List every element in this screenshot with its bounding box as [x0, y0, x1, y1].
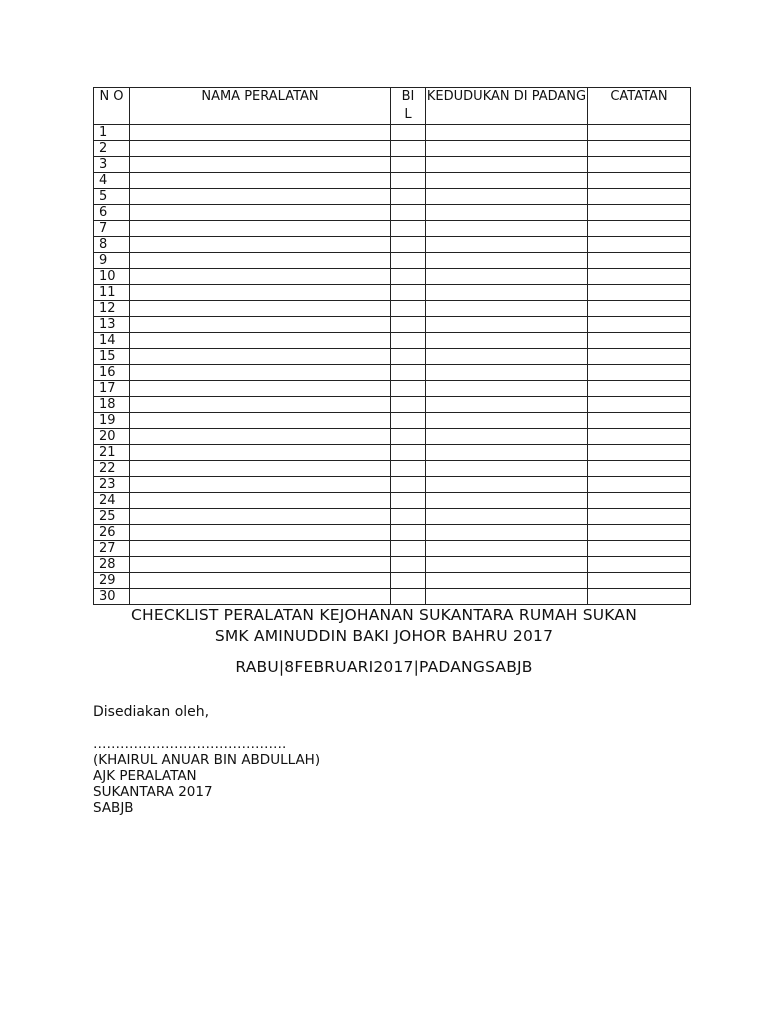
nama-peralatan-cell	[130, 573, 391, 589]
nama-peralatan-cell	[130, 445, 391, 461]
row-number-cell: 16	[94, 365, 130, 381]
table-row	[94, 349, 691, 365]
table-row	[94, 525, 691, 541]
nama-peralatan-cell	[130, 301, 391, 317]
catatan-cell	[588, 157, 691, 173]
bil-cell	[391, 589, 426, 605]
nama-peralatan-cell	[130, 125, 391, 141]
catatan-cell	[588, 445, 691, 461]
signatory-school: SABJB	[93, 800, 134, 816]
signatory-name: (KHAIRUL ANUAR BIN ABDULLAH)	[93, 752, 321, 768]
kedudukan-cell	[426, 173, 588, 189]
table-row	[94, 493, 691, 509]
nama-peralatan-cell	[130, 349, 391, 365]
signature-line: …………………………………….	[93, 736, 287, 752]
row-number-cell: 28	[94, 557, 130, 573]
nama-peralatan-cell	[130, 333, 391, 349]
row-number-cell: 3	[94, 157, 130, 173]
kedudukan-cell	[426, 317, 588, 333]
row-number-cell: 21	[94, 445, 130, 461]
kedudukan-cell	[426, 493, 588, 509]
nama-peralatan-cell	[130, 541, 391, 557]
header-catatan: CATATAN	[588, 88, 691, 125]
nama-peralatan-cell	[130, 509, 391, 525]
kedudukan-cell	[426, 557, 588, 573]
kedudukan-cell	[426, 461, 588, 477]
kedudukan-cell	[426, 237, 588, 253]
kedudukan-cell	[426, 269, 588, 285]
nama-peralatan-cell	[130, 365, 391, 381]
bil-cell	[391, 317, 426, 333]
kedudukan-cell	[426, 333, 588, 349]
bil-cell	[391, 285, 426, 301]
table-row	[94, 125, 691, 141]
row-number-cell: 6	[94, 205, 130, 221]
catatan-cell	[588, 237, 691, 253]
row-number-cell: 13	[94, 317, 130, 333]
catatan-cell	[588, 253, 691, 269]
bil-cell	[391, 413, 426, 429]
bil-cell	[391, 365, 426, 381]
bil-cell	[391, 573, 426, 589]
catatan-cell	[588, 509, 691, 525]
row-number-cell: 26	[94, 525, 130, 541]
bil-cell	[391, 269, 426, 285]
catatan-cell	[588, 189, 691, 205]
row-number-cell: 4	[94, 173, 130, 189]
row-number-cell: 15	[94, 349, 130, 365]
table-row	[94, 157, 691, 173]
catatan-cell	[588, 397, 691, 413]
table-row	[94, 397, 691, 413]
row-number-cell: 23	[94, 477, 130, 493]
bil-cell	[391, 301, 426, 317]
table-header-row	[94, 88, 691, 125]
bil-cell	[391, 477, 426, 493]
nama-peralatan-cell	[130, 397, 391, 413]
bil-cell	[391, 397, 426, 413]
row-number-cell: 9	[94, 253, 130, 269]
kedudukan-cell	[426, 477, 588, 493]
table-row	[94, 365, 691, 381]
catatan-cell	[588, 461, 691, 477]
table-row	[94, 429, 691, 445]
kedudukan-cell	[426, 301, 588, 317]
row-number-cell: 10	[94, 269, 130, 285]
kedudukan-cell	[426, 381, 588, 397]
signatory-event: SUKANTARA 2017	[93, 784, 213, 800]
table-row	[94, 221, 691, 237]
catatan-cell	[588, 365, 691, 381]
header-bil: BI L	[391, 88, 426, 125]
table-row	[94, 301, 691, 317]
kedudukan-cell	[426, 525, 588, 541]
row-number-cell: 14	[94, 333, 130, 349]
row-number-cell: 8	[94, 237, 130, 253]
table-row	[94, 381, 691, 397]
row-number-cell: 30	[94, 589, 130, 605]
nama-peralatan-cell	[130, 189, 391, 205]
bil-cell	[391, 333, 426, 349]
row-number-cell: 19	[94, 413, 130, 429]
bil-cell	[391, 493, 426, 509]
header-no: N O	[94, 88, 130, 125]
bil-cell	[391, 237, 426, 253]
document-date-venue: RABU|8FEBRUARI2017|PADANGSABJB	[235, 658, 533, 676]
nama-peralatan-cell	[130, 429, 391, 445]
table-row	[94, 141, 691, 157]
bil-cell	[391, 557, 426, 573]
row-number-cell: 27	[94, 541, 130, 557]
bil-cell	[391, 429, 426, 445]
row-number-cell: 18	[94, 397, 130, 413]
catatan-cell	[588, 525, 691, 541]
catatan-cell	[588, 493, 691, 509]
row-number-cell: 20	[94, 429, 130, 445]
catatan-cell	[588, 589, 691, 605]
catatan-cell	[588, 381, 691, 397]
catatan-cell	[588, 205, 691, 221]
catatan-cell	[588, 477, 691, 493]
row-number-cell: 2	[94, 141, 130, 157]
row-number-cell: 24	[94, 493, 130, 509]
nama-peralatan-cell	[130, 285, 391, 301]
row-number-cell: 1	[94, 125, 130, 141]
kedudukan-cell	[426, 285, 588, 301]
nama-peralatan-cell	[130, 205, 391, 221]
table-row	[94, 269, 691, 285]
table-body	[94, 125, 691, 605]
catatan-cell	[588, 221, 691, 237]
bil-cell	[391, 141, 426, 157]
table-row	[94, 285, 691, 301]
bil-cell	[391, 253, 426, 269]
bil-cell	[391, 541, 426, 557]
catatan-cell	[588, 573, 691, 589]
kedudukan-cell	[426, 541, 588, 557]
nama-peralatan-cell	[130, 381, 391, 397]
bil-cell	[391, 221, 426, 237]
kedudukan-cell	[426, 589, 588, 605]
nama-peralatan-cell	[130, 253, 391, 269]
catatan-cell	[588, 301, 691, 317]
bil-cell	[391, 461, 426, 477]
bil-cell	[391, 509, 426, 525]
row-number-cell: 17	[94, 381, 130, 397]
catatan-cell	[588, 141, 691, 157]
kedudukan-cell	[426, 205, 588, 221]
table-row	[94, 557, 691, 573]
catatan-cell	[588, 285, 691, 301]
prepared-by-label: Disediakan oleh,	[93, 704, 210, 720]
table-row	[94, 445, 691, 461]
document-title-line-1: CHECKLIST PERALATAN KEJOHANAN SUKANTARA RUMAH SUKAN	[130, 606, 638, 624]
table-row	[94, 237, 691, 253]
table-row	[94, 573, 691, 589]
table-row	[94, 413, 691, 429]
row-number-cell: 11	[94, 285, 130, 301]
kedudukan-cell	[426, 509, 588, 525]
catatan-cell	[588, 349, 691, 365]
nama-peralatan-cell	[130, 413, 391, 429]
table-row	[94, 317, 691, 333]
nama-peralatan-cell	[130, 141, 391, 157]
table-row	[94, 173, 691, 189]
header-kedudukan: KEDUDUKAN DI PADANG	[426, 88, 588, 125]
kedudukan-cell	[426, 125, 588, 141]
bil-cell	[391, 349, 426, 365]
bil-cell	[391, 157, 426, 173]
kedudukan-cell	[426, 349, 588, 365]
catatan-cell	[588, 173, 691, 189]
kedudukan-cell	[426, 221, 588, 237]
bil-cell	[391, 125, 426, 141]
table-row	[94, 509, 691, 525]
bil-cell	[391, 445, 426, 461]
nama-peralatan-cell	[130, 237, 391, 253]
table-row	[94, 477, 691, 493]
nama-peralatan-cell	[130, 157, 391, 173]
bil-cell	[391, 525, 426, 541]
table-row	[94, 589, 691, 605]
nama-peralatan-cell	[130, 317, 391, 333]
row-number-cell: 25	[94, 509, 130, 525]
bil-cell	[391, 173, 426, 189]
table-row	[94, 333, 691, 349]
kedudukan-cell	[426, 397, 588, 413]
kedudukan-cell	[426, 573, 588, 589]
row-number-cell: 12	[94, 301, 130, 317]
row-number-cell: 22	[94, 461, 130, 477]
nama-peralatan-cell	[130, 221, 391, 237]
catatan-cell	[588, 541, 691, 557]
nama-peralatan-cell	[130, 589, 391, 605]
kedudukan-cell	[426, 157, 588, 173]
table-row	[94, 189, 691, 205]
row-number-cell: 29	[94, 573, 130, 589]
nama-peralatan-cell	[130, 557, 391, 573]
nama-peralatan-cell	[130, 493, 391, 509]
catatan-cell	[588, 429, 691, 445]
bil-cell	[391, 205, 426, 221]
kedudukan-cell	[426, 365, 588, 381]
row-number-cell: 5	[94, 189, 130, 205]
bil-cell	[391, 189, 426, 205]
catatan-cell	[588, 125, 691, 141]
kedudukan-cell	[426, 445, 588, 461]
catatan-cell	[588, 413, 691, 429]
nama-peralatan-cell	[130, 525, 391, 541]
nama-peralatan-cell	[130, 477, 391, 493]
catatan-cell	[588, 333, 691, 349]
catatan-cell	[588, 317, 691, 333]
row-number-cell: 7	[94, 221, 130, 237]
nama-peralatan-cell	[130, 461, 391, 477]
table-row	[94, 253, 691, 269]
catatan-cell	[588, 269, 691, 285]
table-row	[94, 461, 691, 477]
kedudukan-cell	[426, 189, 588, 205]
kedudukan-cell	[426, 253, 588, 269]
nama-peralatan-cell	[130, 173, 391, 189]
kedudukan-cell	[426, 429, 588, 445]
bil-cell	[391, 381, 426, 397]
kedudukan-cell	[426, 141, 588, 157]
header-nama-peralatan: NAMA PERALATAN	[130, 88, 391, 125]
table-row	[94, 205, 691, 221]
equipment-checklist-table	[93, 87, 691, 605]
kedudukan-cell	[426, 413, 588, 429]
nama-peralatan-cell	[130, 269, 391, 285]
document-title-line-2: SMK AMINUDDIN BAKI JOHOR BAHRU 2017	[214, 627, 554, 645]
signatory-role: AJK PERALATAN	[93, 768, 197, 784]
table-row	[94, 541, 691, 557]
catatan-cell	[588, 557, 691, 573]
